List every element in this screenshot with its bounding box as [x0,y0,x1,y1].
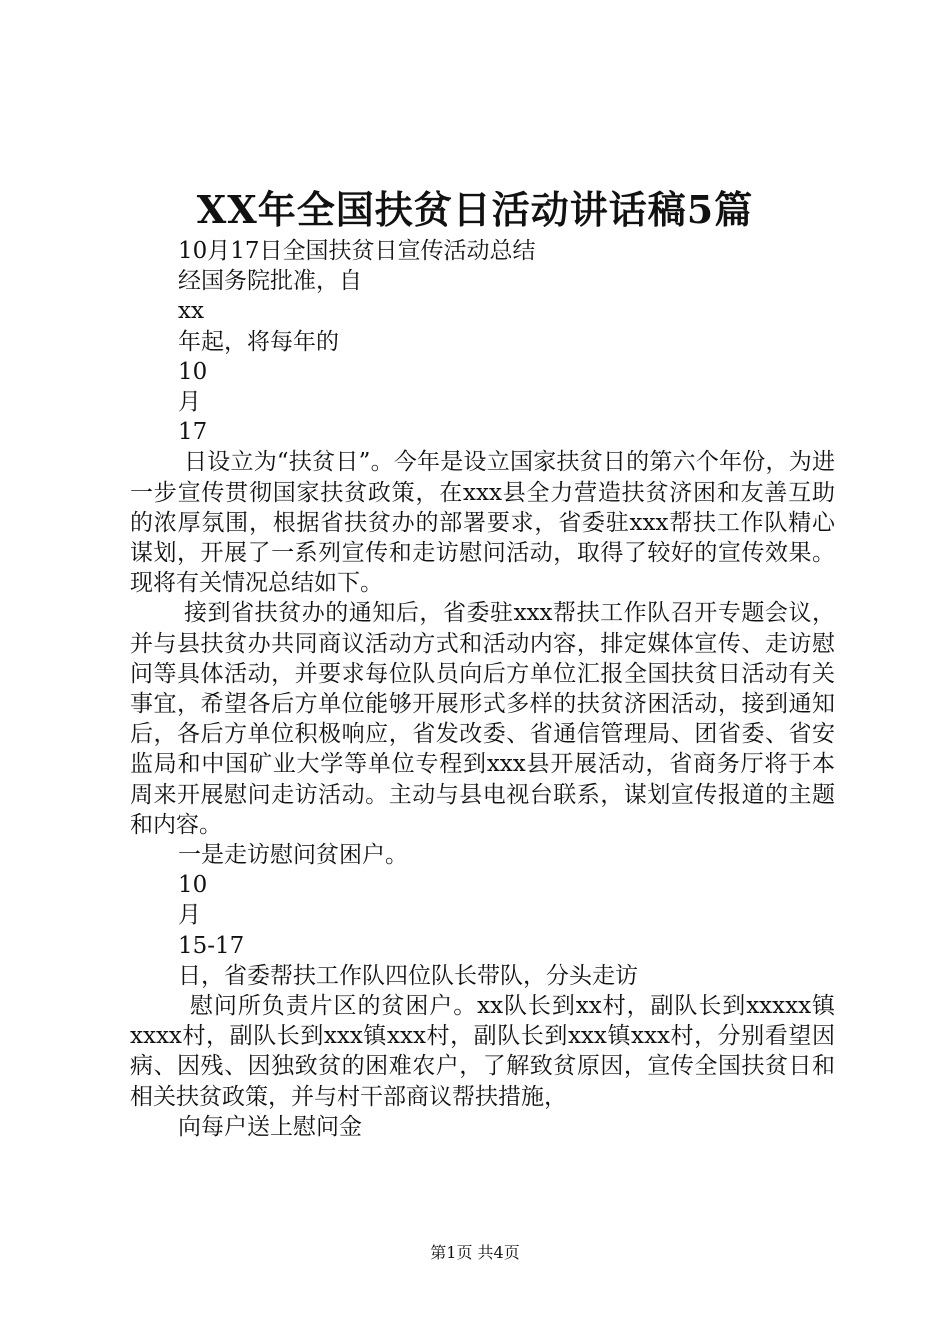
paragraph: 向每户送上慰问金 [178,1113,362,1140]
paragraph: 慰问所负责片区的贫困户。xx队长到xx村，副队长到xxxxx镇xxxx村，副队长到xxx镇xxx村，副队长到xxx镇xxx村，分别看望因病、因残、因独致贫的困难农户，了解致贫原因，宣传全国扶贫日和相关扶贫政策，并与村干部商议帮扶措施， [130,992,835,1110]
text-line: 经国务院批准，自 [178,268,362,295]
text-line: 17 [178,419,208,446]
page-number: 第1页 共4页 [430,1243,520,1262]
text-line: 月 [178,902,201,929]
text-line: 15-17 [178,932,245,959]
document-body [130,236,835,1142]
text-line: xx [178,298,204,325]
text-line: 10 [178,358,208,385]
text-line: 月 [178,388,201,415]
paragraph: 接到省扶贫办的通知后，省委驻xxx帮扶工作队召开专题会议，并与县扶贫办共同商议活动方式和活动内容，排定媒体宣传、走访慰问等具体活动，并要求每位队员向后方单位汇报全国扶贫日活动有关事宜，希望各后方单位能够开展形式多样的扶贫济困活动，接到通知后，各后方单位积极响应，省发改委、省通信管理局、团省委、省安监局和中国矿业大学等单位专程到xxx县开展活动，省商务厅将于本周来开展慰问走访活动。主动与县电视台联系，谋划宣传报道的主题和内容。 [130,600,835,838]
paragraph: 一是走访慰问贫困户。 [178,841,408,868]
paragraph: 日设立为“扶贫日”。今年是设立国家扶贫日的第六个年份，为进一步宣传贯彻国家扶贫政策，在xxx县全力营造扶贫济困和友善互助的浓厚氛围，根据省扶贫办的部署要求，省委驻xxx帮扶工作队精心谋划，开展了一系列宣传和走访慰问活动，取得了较好的宣传效果。现将有关情况总结如下。 [130,449,835,597]
text-line: 10 [178,872,208,899]
text-line: 10月17日全国扶贫日宣传活动总结 [178,238,536,264]
document-title: XX年全国扶贫日活动讲话稿5篇 [196,187,754,232]
text-line: 日，省委帮扶工作队四位队长带队，分头走访 [178,962,638,989]
text-line: 年起，将每年的 [178,328,339,355]
